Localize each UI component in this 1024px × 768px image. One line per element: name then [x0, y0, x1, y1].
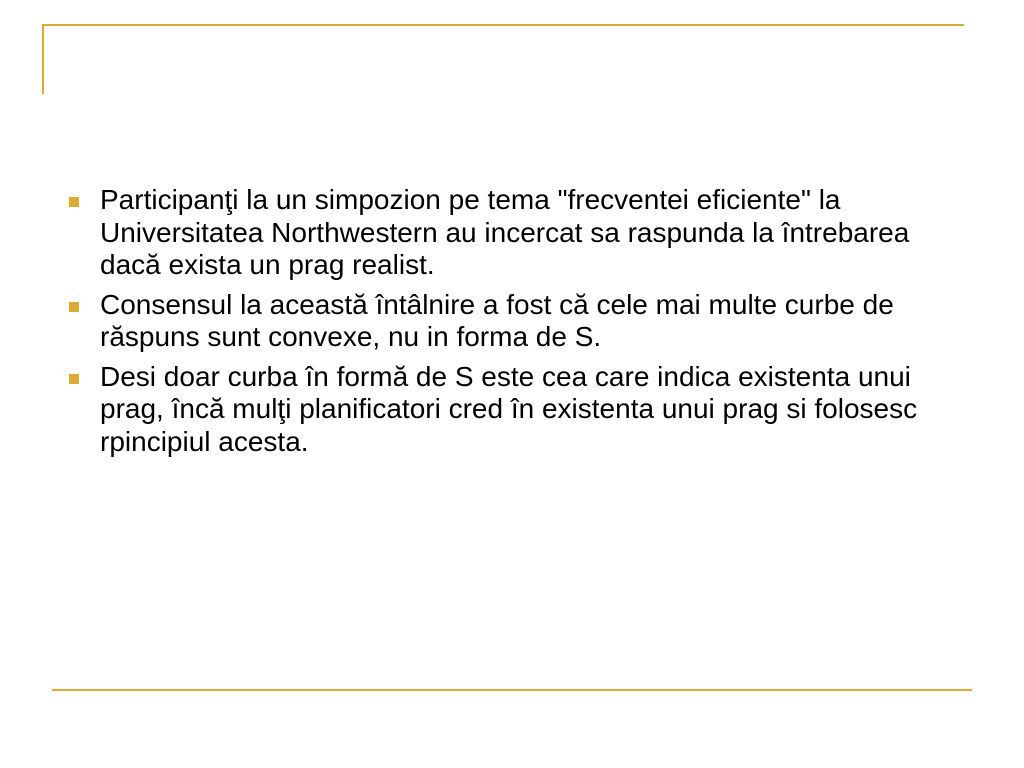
bullet-item — [64, 361, 964, 459]
bottom-accent-rule — [52, 689, 972, 691]
square-bullet-icon — [69, 197, 79, 207]
bullet-text: Consensul la această întâlnire a fost că cele mai multe curbe de răspuns sunt convexe, nu in forma de S. — [100, 288, 894, 352]
bullet-list — [64, 184, 964, 465]
bullet-text: Participanţi la un simpozion pe tema "frecventei eficiente" la Universitatea Northwestern au incercat sa raspunda la întrebarea dacă exista un prag realist. — [100, 184, 910, 280]
bullet-item — [64, 289, 964, 354]
square-bullet-icon — [69, 302, 79, 312]
left-accent-rule — [42, 24, 44, 94]
bullet-item — [64, 184, 964, 282]
square-bullet-icon — [69, 374, 79, 384]
top-accent-rule — [42, 24, 964, 26]
bullet-text: Desi doar curba în formă de S este cea care indica existenta unui prag, încă mulţi planificatori cred în existenta unui prag si folosesc rpincipiul acesta. — [100, 360, 918, 457]
